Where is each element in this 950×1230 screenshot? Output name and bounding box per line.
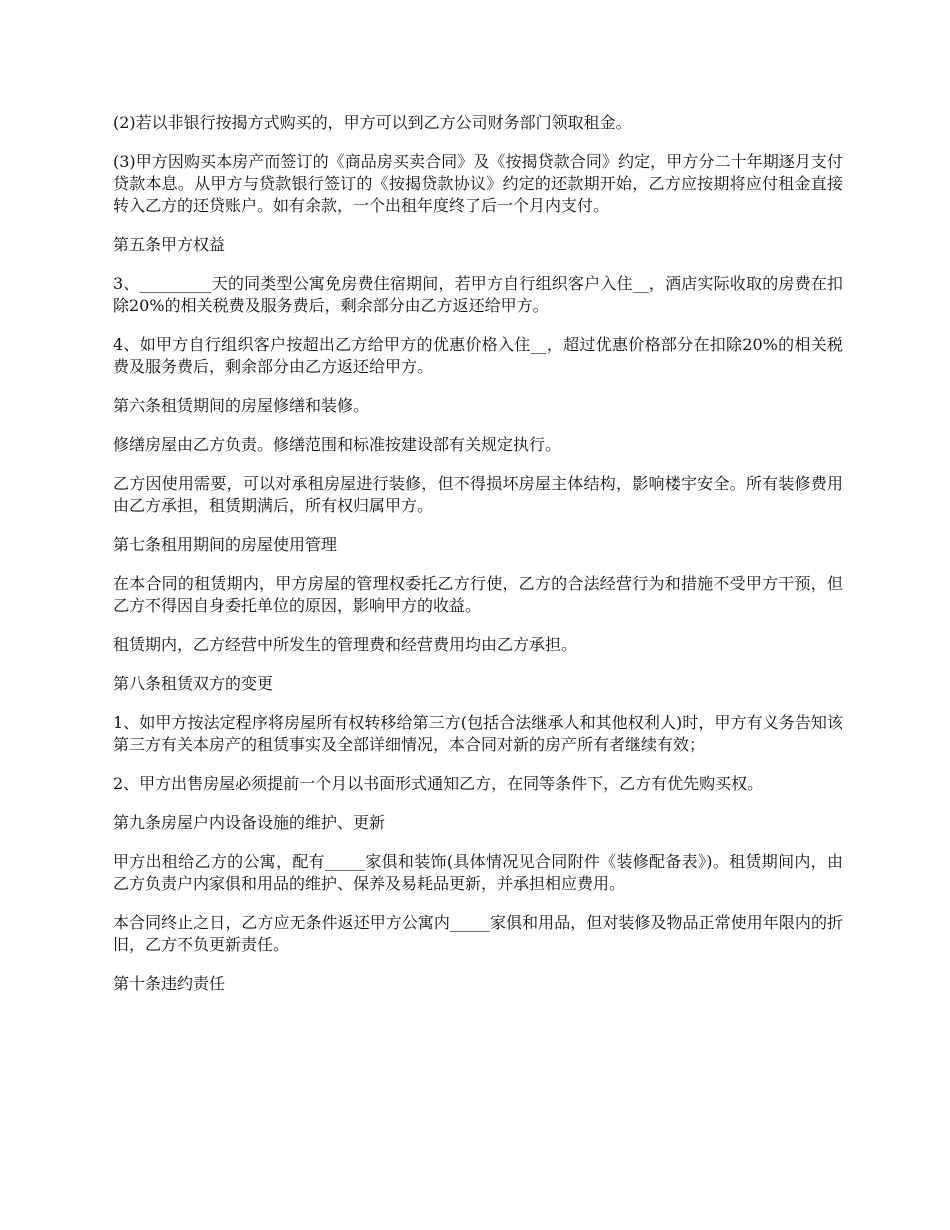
- paragraph-decoration: 乙方因使用需要，可以对承租房屋进行装修，但不得损坏房屋主体结构，影响楼宇安全。所有装修费用由乙方承担，租赁期满后，所有权归属甲方。: [113, 474, 843, 515]
- heading-article-10: 第十条违约责任: [113, 974, 226, 993]
- paragraph-loan-repayment: (3)甲方因购买本房产而签订的《商品房买卖合同》及《按揭贷款合同》约定，甲方分二十年期逐月支付贷款本息。从甲方与贷款银行签订的《按揭贷款协议》约定的还款期开始，乙方应按期将应付租金直接转入乙方的还贷账户。如有余款，一个出租年度终了后一个月内支付。: [113, 152, 843, 215]
- paragraph-ownership-transfer: 1、如甲方按法定程序将房屋所有权转移给第三方(包括合法继承人和其他权利人)时，甲方有义务告知该第三方有关本房产的租赁事实及全部详细情况，本合同对新的房产所有者继续有效；: [113, 713, 843, 754]
- paragraph-sale-notice: 2、甲方出售房屋必须提前一个月以书面形式通知乙方，在同等条件下，乙方有优先购买权。: [113, 774, 764, 793]
- heading-article-6: 第六条租赁期间的房屋修缮和装修。: [113, 396, 370, 415]
- paragraph-article-5-item-4: 4、如甲方自行组织客户按超出乙方给甲方的优惠价格入住__，超过优惠价格部分在扣除20%的相关税费及服务费后，剩余部分由乙方返还给甲方。: [113, 335, 843, 376]
- paragraph-article-5-item-3: 3、_________天的同类型公寓免房费住宿期间，若甲方自行组织客户入住__，酒店实际收取的房费在扣除20%的相关税费及服务费后，剩余部分由乙方返还给甲方。: [113, 274, 843, 315]
- paragraph-furniture-maintenance: 甲方出租给乙方的公寓，配有_____家俱和装饰(具体情况见合同附件《装修配备表》)。租赁期间内，由乙方负责户内家俱和用品的维护、保养及易耗品更新，并承担相应费用。: [113, 852, 843, 893]
- paragraph-rent-collection-non-bank: (2)若以非银行按揭方式购买的，甲方可以到乙方公司财务部门领取租金。: [113, 113, 632, 132]
- document-page: [113, 112, 843, 1012]
- heading-article-7: 第七条租用期间的房屋使用管理: [113, 535, 338, 554]
- paragraph-furniture-return: 本合同终止之日，乙方应无条件返还甲方公寓内_____家俱和用品，但对装修及物品正常使用年限内的折旧，乙方不负更新责任。: [113, 913, 843, 954]
- heading-article-5: 第五条甲方权益: [113, 235, 226, 254]
- heading-article-9: 第九条房屋户内设备设施的维护、更新: [113, 813, 386, 832]
- paragraph-management-fees: 租赁期内，乙方经营中所发生的管理费和经营费用均由乙方承担。: [113, 635, 578, 654]
- heading-article-8: 第八条租赁双方的变更: [113, 674, 274, 693]
- paragraph-management-rights: 在本合同的租赁期内，甲方房屋的管理权委托乙方行使，乙方的合法经营行为和措施不受甲方干预，但乙方不得因自身委托单位的原因，影响甲方的收益。: [113, 574, 843, 615]
- paragraph-repair-responsibility: 修缮房屋由乙方负责。修缮范围和标准按建设部有关规定执行。: [113, 435, 562, 454]
